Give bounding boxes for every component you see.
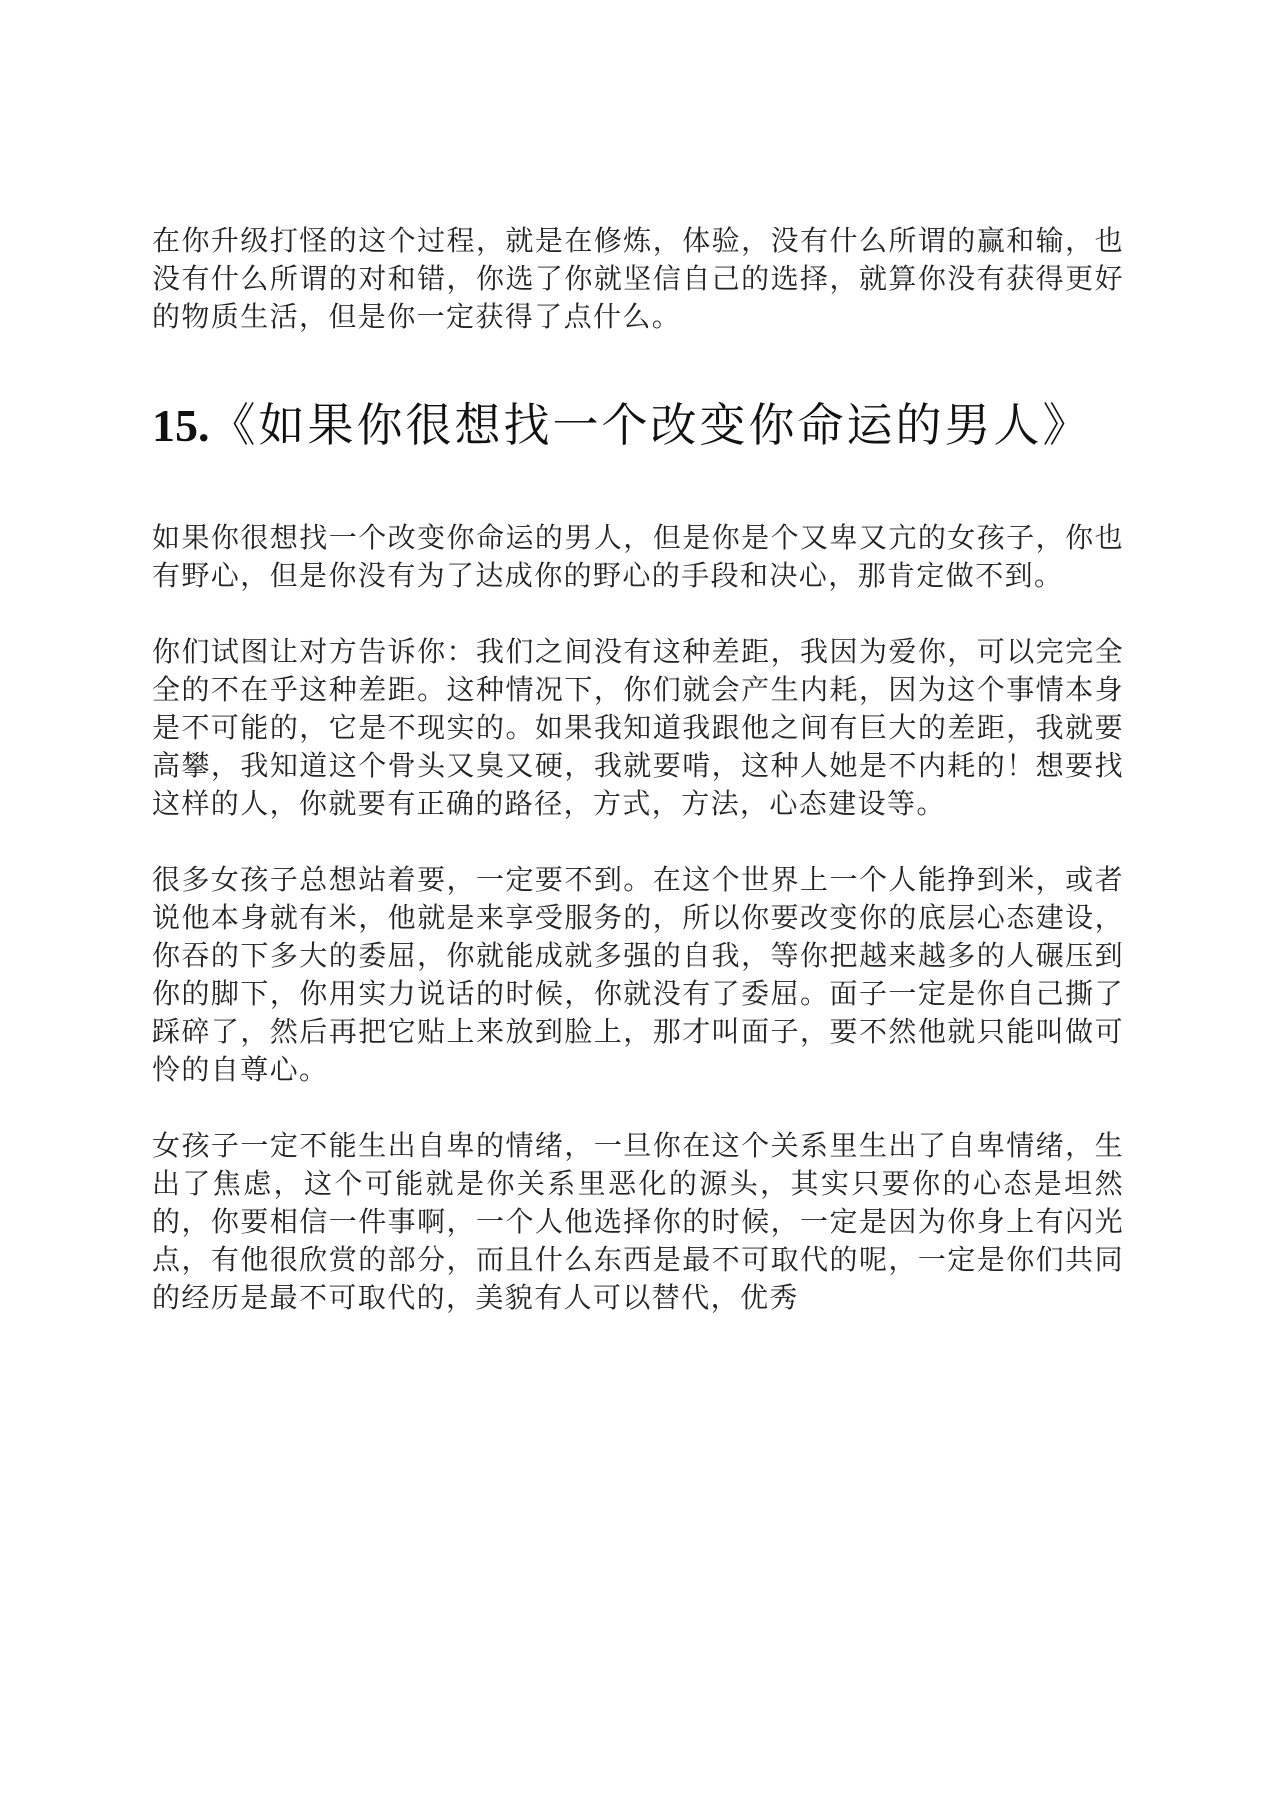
paragraph-spacer	[152, 595, 1124, 633]
paragraph-spacer	[152, 823, 1124, 861]
paragraph-3: 很多女孩子总想站着要，一定要不到。在这个世界上一个人能挣到米，或者说他本身就有米，他就是来享受服务的，所以你要改变你的底层心态建设，你吞的下多大的委屈，你就能成就多强的自我，等你把越来越多的人碾压到你的脚下，你用实力说话的时候，你就没有了委屈。面子一定是你自己撕了踩碎了，然后再把它贴上来放到脸上，那才叫面子，要不然他就只能叫做可怜的自尊心。	[152, 863, 1124, 1086]
paragraph-spacer	[152, 1089, 1124, 1127]
paragraph-2: 你们试图让对方告诉你：我们之间没有这种差距，我因为爱你，可以完完全全的不在乎这种差距。这种情况下，你们就会产生内耗，因为这个事情本身是不可能的，它是不现实的。如果我知道我跟他之间有巨大的差距，我就要高攀，我知道这个骨头又臭又硬，我就要啃，这种人她是不内耗的！想要找这样的人，你就要有正确的路径，方式，方法，心态建设等。	[152, 635, 1124, 820]
section-heading	[152, 379, 1124, 472]
section-title: 《如果你很想找一个改变你命运的男人》	[209, 398, 1092, 452]
paragraph-1: 如果你很想找一个改变你命运的男人，但是你是个又卑又亢的女孩子，你也有野心，但是你没有为了达成你的野心的手段和决心，那肯定做不到。	[152, 521, 1124, 592]
paragraph-intro: 在你升级打怪的这个过程，就是在修炼，体验，没有什么所谓的赢和输，也没有什么所谓的对和错，你选了你就坚信自己的选择，就算你没有获得更好的物质生活，但是你一定获得了点什么。	[152, 224, 1124, 333]
section-number: 15.	[152, 400, 210, 451]
paragraph-4: 女孩子一定不能生出自卑的情绪，一旦你在这个关系里生出了自卑情绪，生出了焦虑，这个可能就是你关系里恶化的源头，其实只要你的心态是坦然的，你要相信一件事啊，一个人他选择你的时候，一定是因为你身上有闪光点，有他很欣赏的部分，而且什么东西是最不可取代的呢，一定是你们共同的经历是最不可取代的，美貌有人可以替代，优秀	[152, 1129, 1124, 1314]
document-page	[152, 222, 1124, 1317]
